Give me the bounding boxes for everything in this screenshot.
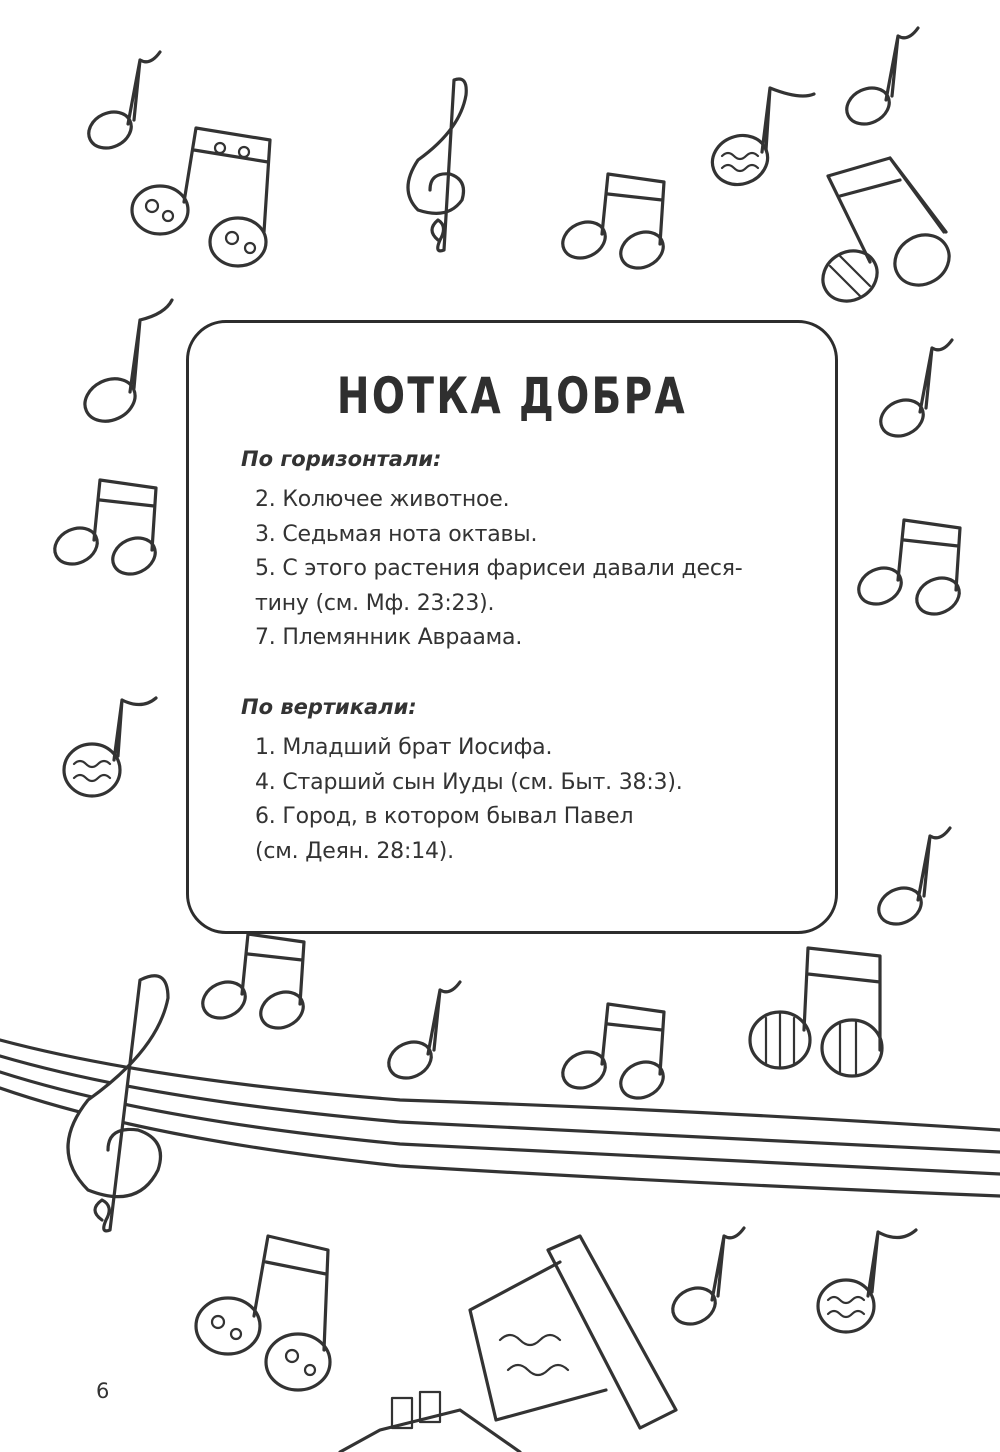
eighth-note-icon — [873, 828, 950, 931]
treble-clef-icon — [68, 976, 168, 1231]
horizontal-clues-list — [255, 483, 742, 656]
eighth-note-icon — [383, 982, 460, 1085]
eighth-note-icon — [705, 88, 814, 192]
eighth-note-icon — [818, 1230, 916, 1332]
beamed-note-icon — [197, 934, 309, 1035]
eighth-note-icon — [667, 1228, 744, 1331]
page-number: 6 — [96, 1379, 110, 1403]
horizontal-heading: По горизонтали: — [241, 447, 442, 471]
list-item: 5. С этого растения фарисеи давали деся- — [255, 556, 743, 581]
list-item: 7. Племянник Авраама. — [255, 625, 523, 650]
list-item: 6. Город, в котором бывал Павел — [255, 804, 634, 829]
beamed-note-icon — [196, 1236, 330, 1390]
list-item: (см. Деян. 28:14). — [255, 838, 454, 864]
list-item: тину (см. Мф. 23:23). — [255, 590, 495, 616]
beamed-note-icon — [49, 480, 161, 581]
list-item: 4. Старший сын Иуды (см. Быт. 38:3). — [255, 769, 683, 795]
beamed-note-icon — [750, 948, 882, 1076]
eighth-note-icon — [875, 340, 952, 443]
page-title: НОТКА ДОБРА — [336, 367, 688, 425]
crossword-clues-card — [186, 320, 838, 934]
beamed-note-icon — [814, 158, 958, 311]
list-item: 2. Колючее животное. — [255, 487, 510, 512]
list-item: 1. Младший брат Иосифа. — [255, 735, 553, 760]
eighth-note-icon — [83, 52, 160, 155]
eighth-note-icon — [841, 28, 918, 131]
eighth-note-icon — [64, 698, 156, 796]
beamed-note-icon — [132, 128, 270, 266]
list-item: 3. Седьмая нота октавы. — [255, 521, 538, 547]
beamed-note-icon — [557, 1004, 669, 1105]
trumpet-icon — [340, 1236, 676, 1452]
treble-clef-icon — [408, 79, 466, 251]
beamed-note-icon — [853, 520, 965, 621]
eighth-note-icon — [78, 300, 172, 429]
beamed-note-icon — [557, 174, 669, 275]
vertical-clues-list — [255, 731, 683, 869]
vertical-heading: По вертикали: — [241, 695, 417, 719]
